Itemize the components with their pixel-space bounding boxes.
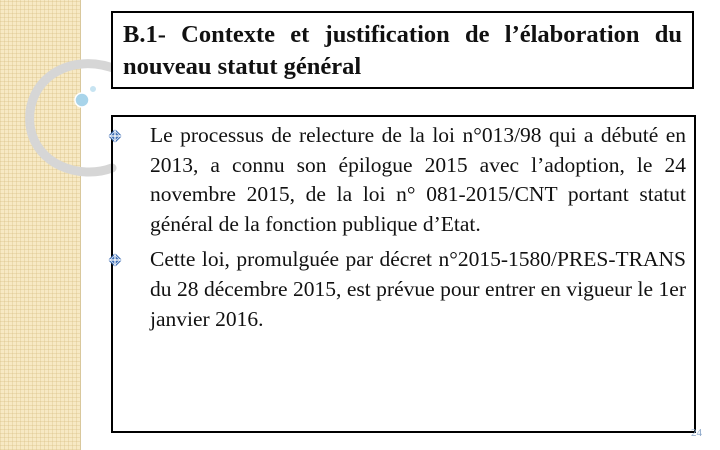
bullet-item [120,245,686,334]
bullet-item [120,121,686,239]
bullet-text: Cette loi, promulguée par décret n°2015-1580/PRES-TRANS du 28 décembre 2015, est prévue pour entrer en vigueur le 1er janvier 2016. [150,247,686,331]
slide-title: B.1- Contexte et justification de l’élaboration du nouveau statut général [123,21,682,80]
title-box [111,11,694,89]
page-number: 24 [691,427,702,439]
bullet-list [120,121,686,340]
diamond-bullet-icon [107,252,123,268]
bullet-text: Le processus de relecture de la loi n°013/98 qui a débuté en 2013, a connu son épilogue 2015 avec l’adoption, le 24 novembre 2015, de la loi n° 081-2015/CNT portant statut général de la fonction publique d’Etat. [150,123,686,236]
diamond-bullet-icon [107,128,123,144]
